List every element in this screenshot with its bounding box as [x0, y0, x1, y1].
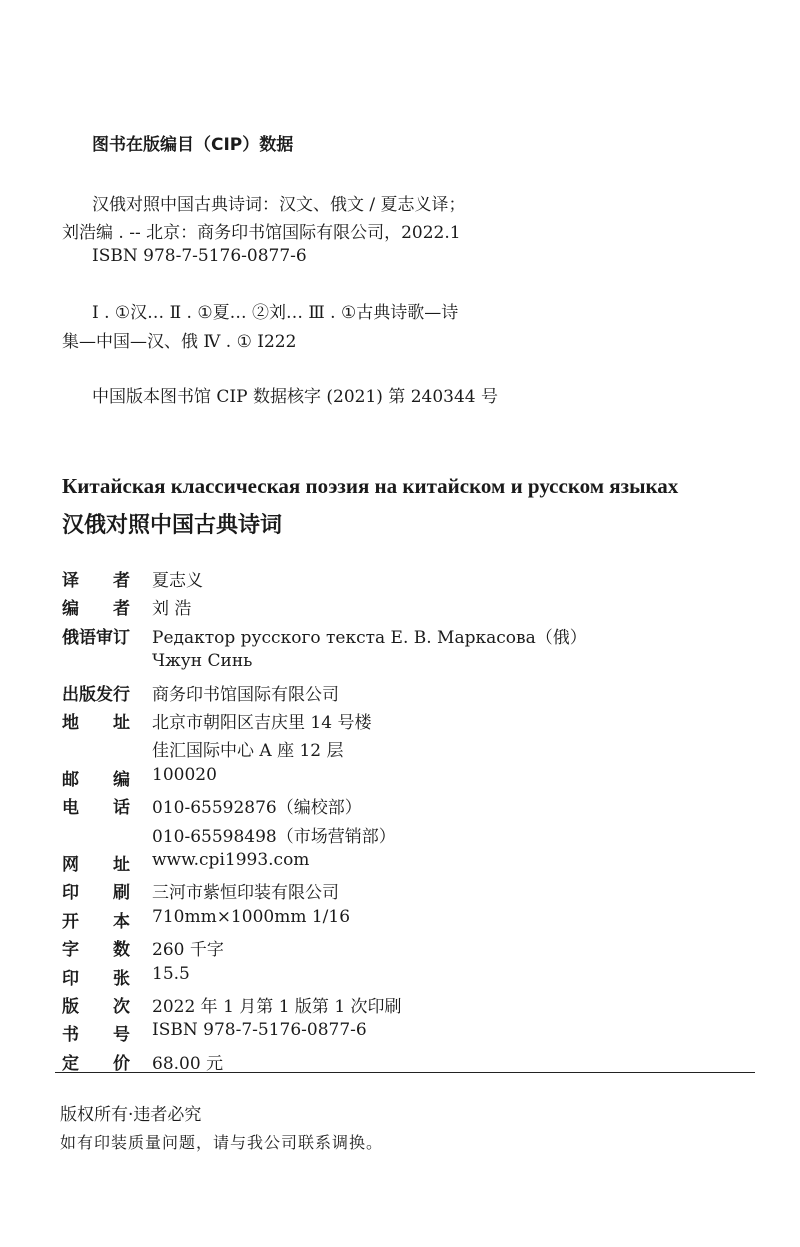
info-value: www.cpi1993.com: [152, 850, 310, 870]
info-label: 邮 编: [62, 769, 130, 790]
info-value: 15.5: [152, 963, 190, 984]
info-label: 版 次: [62, 997, 130, 1017]
info-label: 字 数: [62, 940, 130, 961]
cip-publisher-line: 刘浩编 . -- 北京：商务印书馆国际有限公司，2022.1: [62, 223, 461, 243]
info-value: 刘 浩: [152, 599, 192, 620]
info-label: 开 本: [62, 911, 130, 932]
chinese-book-title: 汉俄对照中国古典诗词: [62, 512, 283, 538]
info-label: 定 价: [62, 1053, 130, 1074]
russian-book-title: Китайская классическая поэзия на китайском и русском языках: [62, 474, 679, 498]
info-value: 2022 年 1 月第 1 版第 1 次印刷: [152, 997, 402, 1017]
info-value: 710mm×1000mm 1/16: [152, 906, 351, 927]
info-value: Чжун Синь: [152, 651, 253, 672]
info-label: 地 址: [62, 713, 130, 733]
cip-heading: 图书在版编目（CIP）数据: [92, 135, 294, 155]
info-label: 网 址: [62, 855, 130, 875]
info-value: Редактор русского текста Е. В. Маркасова（俄）: [152, 627, 587, 648]
copyright-notice: 版权所有·违者必究: [60, 1105, 202, 1125]
info-label: 俄语审订: [62, 627, 130, 648]
cip-title-line: 汉俄对照中国古典诗词：汉文、俄文 / 夏志义译；: [92, 195, 466, 215]
info-value: 北京市朝阳区吉庆里 14 号楼: [152, 713, 372, 733]
info-value: ISBN 978-7-5176-0877-6: [152, 1020, 367, 1041]
info-label: 出版发行: [62, 684, 130, 705]
info-value: 010-65592876（编校部）: [152, 798, 362, 819]
cip-verification-number: 中国版本图书馆 CIP 数据核字 (2021) 第 240344 号: [92, 387, 499, 407]
info-label: 印 刷: [62, 883, 130, 904]
cip-classification-line-2: 集—中国—汉、俄 Ⅳ . ① I222: [62, 332, 297, 352]
info-value: 三河市紫恒印装有限公司: [152, 883, 339, 904]
info-value: 夏志义: [152, 571, 203, 591]
cip-classification-line-1: Ⅰ . ①汉… Ⅱ . ①夏… ②刘… Ⅲ . ①古典诗歌—诗: [92, 303, 459, 323]
print-quality-notice: 如有印装质量问题，请与我公司联系调换。: [60, 1133, 384, 1152]
info-label: 印 张: [62, 968, 130, 989]
info-label: 编 者: [62, 599, 130, 620]
footer-divider: [55, 1072, 755, 1073]
info-value: 68.00 元: [152, 1053, 224, 1074]
info-label: 电 话: [62, 798, 130, 819]
info-value: 260 千字: [152, 940, 224, 961]
info-value: 商务印书馆国际有限公司: [152, 684, 339, 705]
info-value: 100020: [152, 764, 217, 785]
cip-isbn-line: ISBN 978-7-5176-0877-6: [92, 246, 307, 266]
info-value: 佳汇国际中心 A 座 12 层: [152, 741, 344, 762]
info-label: 译 者: [62, 571, 130, 591]
info-label: 书 号: [62, 1025, 130, 1046]
info-value: 010-65598498（市场营销部）: [152, 826, 396, 847]
